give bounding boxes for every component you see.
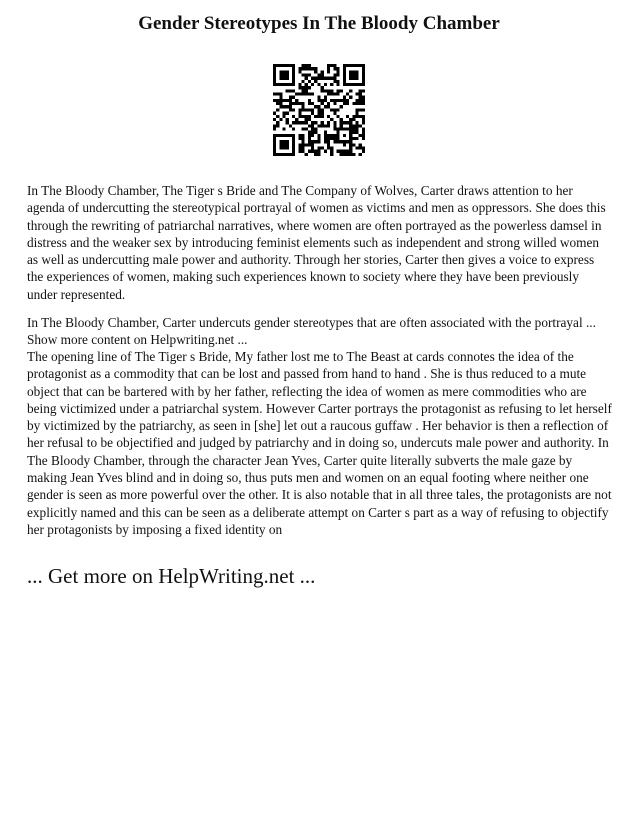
qr-code-icon — [273, 64, 365, 156]
paragraph-intro: In The Bloody Chamber, The Tiger s Bride and The Company of Wolves, Carter draws attention to her agenda of undercutting the stereotypical portrayal of women as victims and men as oppressors. She does this through the rewriting of patriarchal narratives, where women are often portrayed as the powerless damsel in distress and the weaker sex by introducing feminist elements such as independent and strong willed women as well as undercutting male power and authority. Through her stories, Carter then gives a voice to express the experiences of women, making such experiences known to society where they have been previously under represented. — [27, 183, 606, 302]
get-more-link[interactable]: ... Get more on HelpWriting.net ... — [27, 564, 316, 588]
page-title: Gender Stereotypes In The Bloody Chamber — [138, 13, 500, 34]
paragraph-analysis: The opening line of The Tiger s Bride, My father lost me to The Beast at cards connotes the idea of the protagonist as a commodity that can be lost and passed from hand to hand . She is thus reduced to a mute object that can be bartered with by her father, reflecting the idea of women as mere commodities who are being victimized under a patriarchal system. However Carter portrays the protagonist as refusing to let herself by victimized by the patriarchy, as seen in [she] let out a raucous guffaw . Her behavior is then a reflection of her refusal to be objectified and judged by patriarchy and in doing so, undercuts male power and authority. In The Bloody Chamber, through the character Jean Yves, Carter quite literally subverts the male gaze by making Jean Yves blind and in doing so, thus puts men and women on an equal footing where neither one gender is seen as more powerful over the other. It is also notable that in all three tales, the protagonists are not explicitly named and this can be seen as a deliberate attempt on Carter s part as a way of refusing to objectify her protagonists by imposing a fixed identity on — [27, 349, 612, 537]
paragraph-teaser: In The Bloody Chamber, Carter undercuts gender stereotypes that are often associated with the portrayal ... Show more content on Helpwriting.net ... — [27, 315, 596, 348]
